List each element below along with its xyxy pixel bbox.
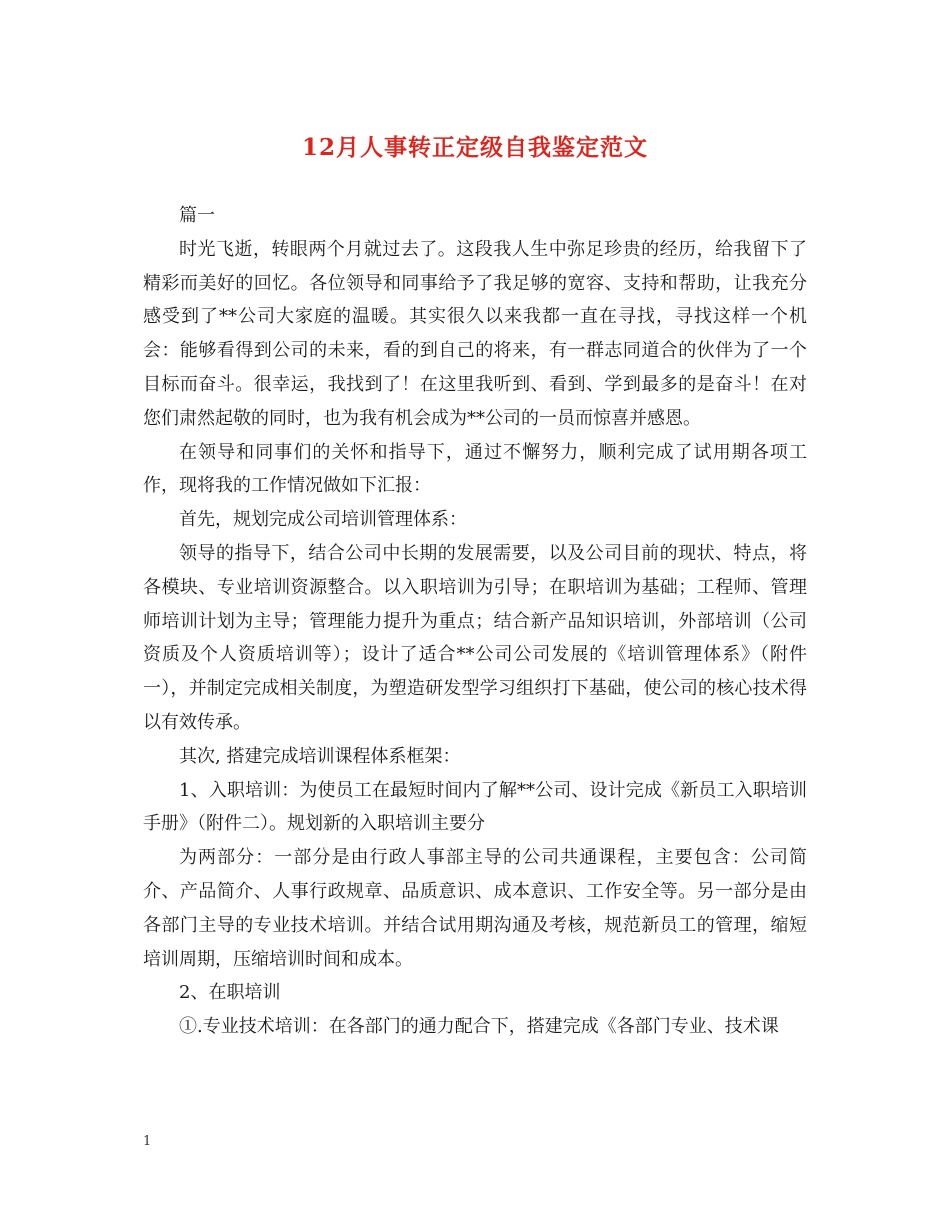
document-body <box>143 199 807 1044</box>
paragraph-report: 在领导和同事们的关怀和指导下，通过不懈努力，顺利完成了试用期各项工作，现将我的工作情况做如下汇报： <box>143 441 807 497</box>
paragraph-second: 其次, 搭建完成培训课程体系框架： <box>179 745 461 767</box>
document-title: 12月人事转正定级自我鉴定范文 <box>301 134 648 161</box>
page-number: 1 <box>143 1134 152 1149</box>
paragraph-first: 首先，规划完成公司培训管理体系： <box>179 509 467 531</box>
paragraph-onboarding: 1、入职培训：为使员工在最短时间内了解**公司、设计完成《新员工入职培训手册》（附件二）。规划新的入职培训主要分 <box>143 779 807 835</box>
paragraph-two-parts: 为两部分：一部分是由行政人事部主导的公司共通课程，主要包含：公司简介、产品简介、人事行政规章、品质意识、成本意识、工作安全等。另一部分是由各部门主导的专业技术培训。并结合试用期沟通及考核，规范新员工的管理，缩短培训周期，压缩培训时间和成本。 <box>143 847 807 970</box>
paragraph-in-service: 2、在职培训 <box>179 982 281 1004</box>
paragraph-training-system: 领导的指导下，结合公司中长期的发展需要，以及公司目前的现状、特点，将各模块、专业培训资源整合。以入职培训为引导；在职培训为基础；工程师、管理师培训计划为主导；管理能力提升为重点；结合新产品知识培训，外部培训（公司资质及个人资质培训等）；设计了适合**公司公司发展的《培训管理体系》（附件一），并制定完成相关制度，为塑造研发型学习组织打下基础，使公司的核心技术得以有效传承。 <box>143 542 807 733</box>
paragraph-section-label: 篇一 <box>179 205 215 226</box>
paragraph-technical-training: ①.专业技术培训：在各部门的通力配合下，搭建完成《各部门专业、技术课 <box>179 1016 779 1038</box>
paragraph-intro: 时光飞逝，转眼两个月就过去了。这段我人生中弥足珍贵的经历，给我留下了精彩而美好的回忆。各位领导和同事给予了我足够的宽容、支持和帮助，让我充分感受到了**公司大家庭的温暖。其实很久以来我都一直在寻找，寻找这样一个机会：能够看得到公司的未来，看的到自己的将来，有一群志同道合的伙伴为了一个目标而奋斗。很幸运，我找到了！在这里我听到、看到、学到最多的是奋斗！在对您们肃然起敬的同时，也为我有机会成为**公司的一员而惊喜并感恩。 <box>143 238 807 429</box>
